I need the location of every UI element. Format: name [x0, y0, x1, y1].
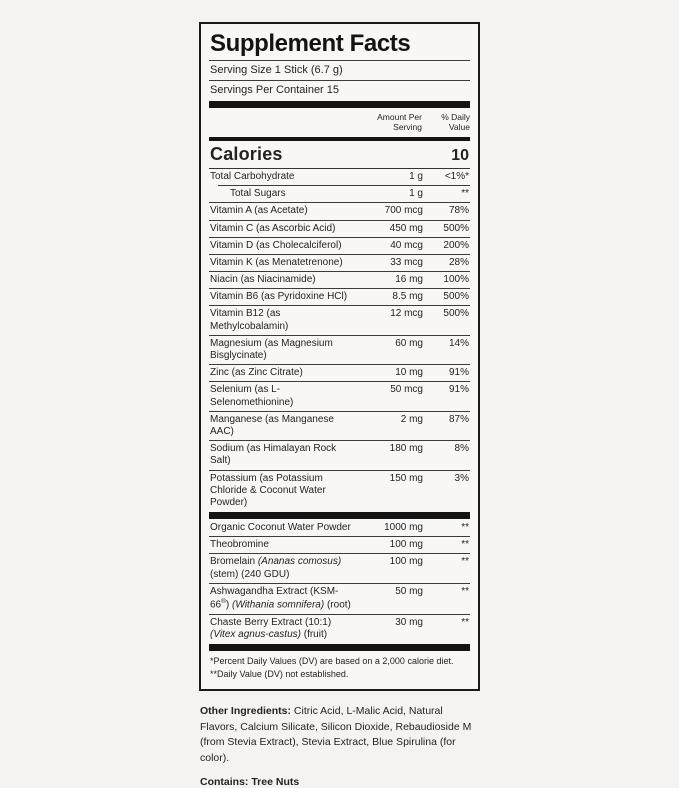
serving-size: Serving Size 1 Stick (6.7 g): [210, 64, 343, 77]
section-divider-bar: [209, 137, 470, 141]
nutrient-name: Magnesium (as Magnesium Bisglycinate): [210, 337, 333, 361]
label-title: Supplement Facts: [210, 30, 411, 57]
servings-per-container: Servings Per Container 15: [210, 83, 340, 96]
nutrient-name: Niacin (as Niacinamide): [210, 274, 316, 286]
nutrient-amount: 700 mcg: [384, 205, 423, 217]
table-row: [209, 203, 470, 219]
nutrient-amount: 100 mg: [389, 539, 423, 551]
footnote-dv-not-established: **Daily Value (DV) not established.: [210, 668, 349, 679]
calories-row: [209, 142, 470, 169]
nutrient-dv: 500%: [443, 291, 469, 303]
nutrient-amount: 10 mg: [395, 367, 423, 379]
table-row: [209, 221, 470, 237]
nutrient-dv: 28%: [448, 256, 469, 268]
section-divider-bar: [209, 512, 470, 519]
contains-statement: [200, 776, 479, 788]
table-row: [209, 238, 470, 254]
column-header-daily-value: % Daily Value: [441, 111, 470, 133]
supplement-facts-box: [199, 22, 480, 691]
nutrient-amount: 150 mg: [389, 472, 423, 484]
nutrient-dv: 91%: [448, 384, 469, 396]
nutrient-name: Total Sugars: [230, 188, 286, 200]
nutrient-amount: 8.5 mg: [392, 291, 423, 303]
section-divider-bar: [209, 101, 470, 108]
nutrient-name: Total Carbohydrate: [210, 170, 295, 182]
calories-label: Calories: [210, 143, 283, 164]
table-row: [209, 255, 470, 271]
nutrient-dv: 87%: [448, 413, 469, 425]
table-row: [209, 272, 470, 288]
table-row: [209, 554, 470, 582]
other-ingredients: [200, 704, 479, 767]
nutrient-amount: 50 mg: [395, 585, 423, 597]
nutrient-dv: 500%: [443, 222, 469, 234]
nutrient-dv: 14%: [448, 337, 469, 349]
nutrient-dv: 500%: [443, 308, 469, 320]
nutrient-table-other: [209, 520, 470, 643]
nutrient-dv: **: [461, 556, 469, 568]
nutrient-amount: 16 mg: [395, 274, 423, 286]
nutrient-amount: 60 mg: [395, 337, 423, 349]
table-row: [209, 336, 470, 364]
nutrient-name: Vitamin D (as Cholecalciferol): [210, 239, 342, 251]
nutrient-dv: **: [461, 585, 469, 597]
footnote-percent-dv: *Percent Daily Values (DV) are based on a 2,000 calorie diet.: [210, 655, 454, 666]
table-row: [209, 537, 470, 553]
table-row: [209, 186, 470, 202]
nutrient-name: Ashwagandha Extract (KSM-66®) (Withania somnifera) (root): [210, 585, 351, 611]
table-row: [209, 306, 470, 334]
table-row: [209, 412, 470, 440]
table-row: [209, 441, 470, 469]
nutrient-name: Zinc (as Zinc Citrate): [210, 367, 303, 379]
nutrient-name: Chaste Berry Extract (10:1) (Vitex agnus-castus) (fruit): [210, 616, 332, 640]
nutrient-name: Bromelain (Ananas comosus) (stem) (240 GDU): [210, 556, 342, 580]
below-label-text: [199, 704, 480, 788]
nutrient-name: Vitamin B12 (as Methylcobalamin): [210, 308, 289, 332]
table-row: [209, 382, 470, 410]
nutrient-name: Selenium (as L-Selenomethionine): [210, 384, 294, 408]
nutrient-amount: 1 g: [409, 170, 423, 182]
nutrient-dv: 8%: [454, 443, 469, 455]
nutrient-table-main: [209, 169, 470, 511]
nutrient-dv: **: [461, 522, 469, 534]
nutrient-name: Organic Coconut Water Powder: [210, 522, 351, 534]
nutrient-amount: 33 mcg: [390, 256, 423, 268]
nutrient-amount: 1 g: [409, 188, 423, 200]
nutrient-dv: 200%: [443, 239, 469, 251]
nutrient-dv: **: [461, 539, 469, 551]
nutrient-name: Vitamin A (as Acetate): [210, 205, 308, 217]
column-header-row: [209, 109, 470, 136]
other-ingredients-label: Other Ingredients:: [200, 704, 292, 717]
nutrient-dv: **: [461, 188, 469, 200]
supplement-panel: [199, 22, 480, 788]
nutrient-name: Vitamin C (as Ascorbic Acid): [210, 222, 336, 234]
nutrient-dv: 78%: [448, 205, 469, 217]
nutrient-name: Sodium (as Himalayan Rock Salt): [210, 443, 337, 467]
nutrient-amount: 30 mg: [395, 616, 423, 628]
contains-label: Contains:: [200, 775, 249, 788]
nutrient-amount: 50 mcg: [390, 384, 423, 396]
table-row: [209, 289, 470, 305]
nutrient-dv: 91%: [448, 367, 469, 379]
footnotes: [209, 652, 470, 681]
contains-text: Tree Nuts: [248, 775, 300, 788]
nutrient-amount: 1000 mg: [384, 522, 423, 534]
nutrient-amount: 100 mg: [389, 556, 423, 568]
table-row: [209, 471, 470, 512]
nutrient-amount: 12 mcg: [390, 308, 423, 320]
other-ingredients-text: Citric Acid, L-Malic Acid, Natural Flavors, Calcium Silicate, Silicon Dioxide, Rebaudioside M (from Stevia Extract), Stevia Extract, Blue Spirulina (for color).: [200, 704, 472, 765]
table-row: [209, 584, 470, 614]
nutrient-dv: <1%*: [444, 170, 469, 182]
nutrient-dv: 3%: [454, 472, 469, 484]
nutrient-name: Theobromine: [210, 539, 269, 551]
nutrient-name: Potassium (as Potassium Chloride & Coconut Water Powder): [210, 472, 326, 508]
table-row: [209, 520, 470, 536]
nutrient-dv: 100%: [443, 274, 469, 286]
nutrient-amount: 450 mg: [389, 222, 423, 234]
table-row: [209, 169, 470, 185]
nutrient-dv: **: [461, 616, 469, 628]
nutrient-amount: 40 mcg: [390, 239, 423, 251]
nutrient-amount: 2 mg: [400, 413, 423, 425]
section-divider-bar: [209, 644, 470, 651]
nutrient-amount: 180 mg: [389, 443, 423, 455]
table-row: [209, 365, 470, 381]
nutrient-name: Vitamin B6 (as Pyridoxine HCl): [210, 291, 348, 303]
nutrient-name: Manganese (as Manganese AAC): [210, 413, 334, 437]
table-row: [209, 615, 470, 643]
calories-value: 10: [451, 146, 469, 164]
nutrient-name: Vitamin K (as Menatetrenone): [210, 256, 343, 268]
column-header-amount: Amount Per Serving: [377, 111, 422, 133]
